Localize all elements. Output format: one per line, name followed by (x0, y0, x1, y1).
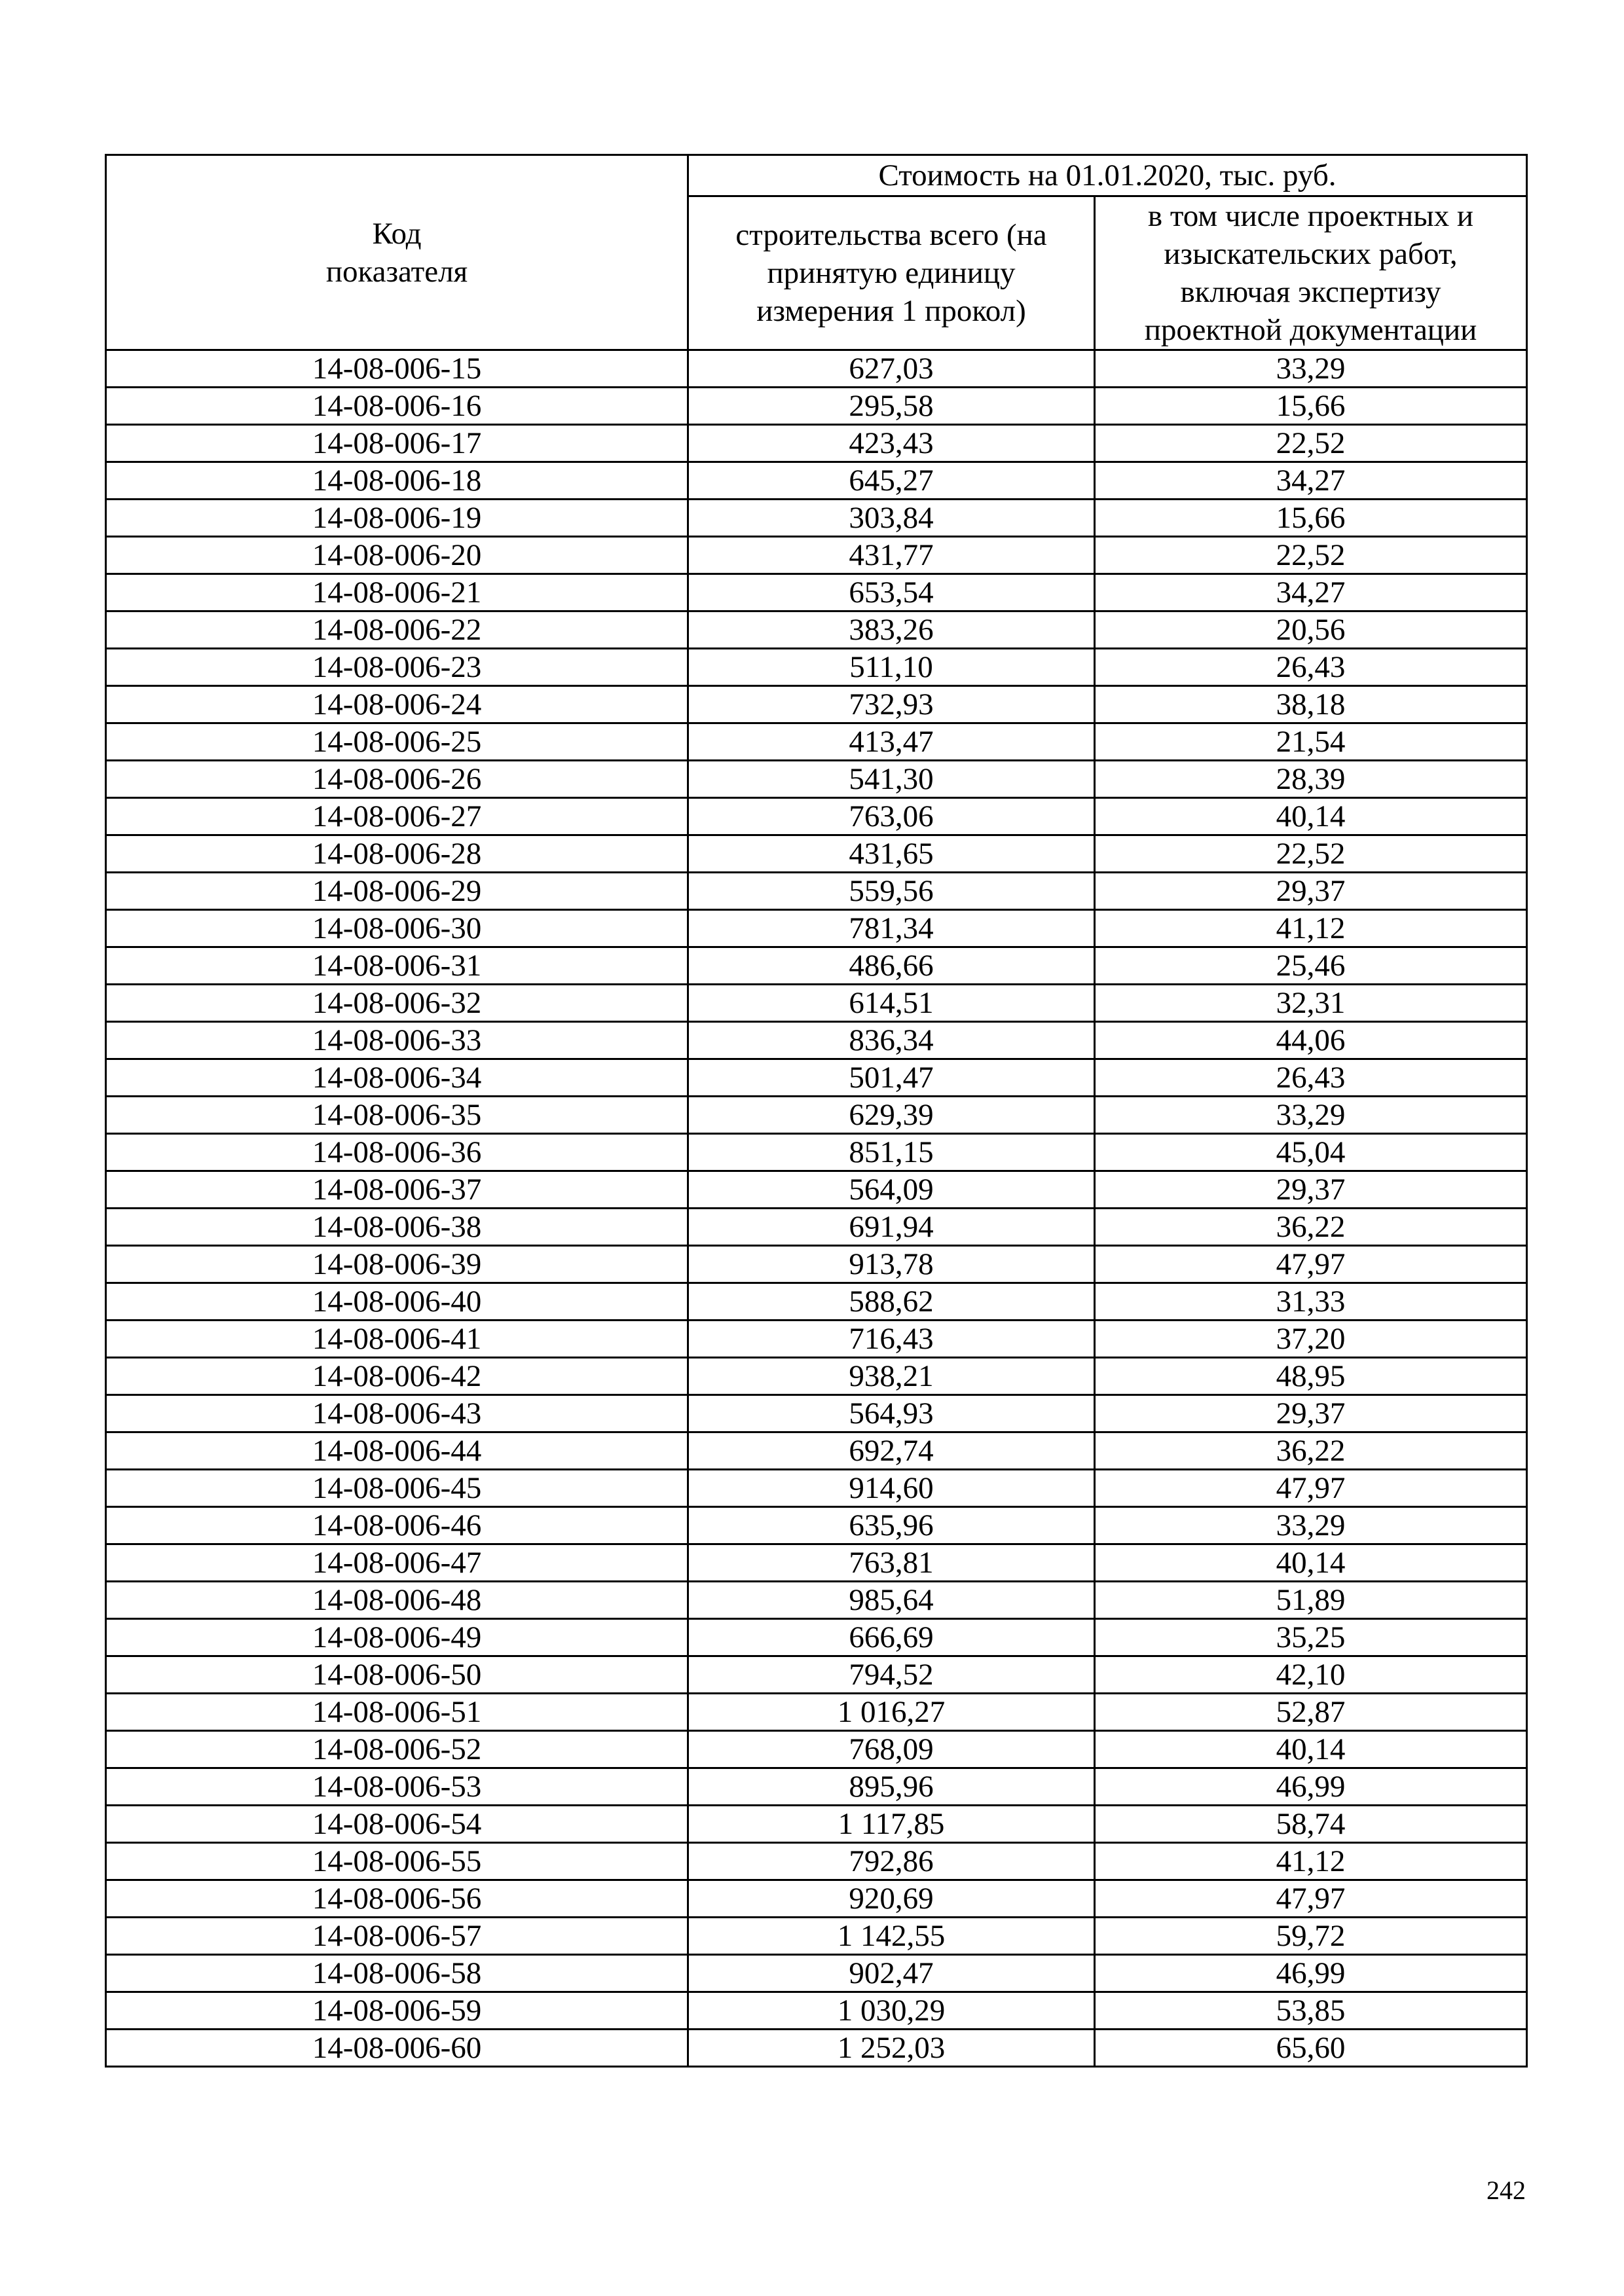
cell-code: 14-08-006-21 (106, 574, 688, 611)
cell-total-cost: 692,74 (688, 1432, 1095, 1470)
cell-design-cost: 46,99 (1095, 1768, 1527, 1806)
cell-code: 14-08-006-36 (106, 1134, 688, 1171)
cell-code: 14-08-006-52 (106, 1731, 688, 1768)
cell-total-cost: 1 016,27 (688, 1694, 1095, 1731)
cell-code: 14-08-006-22 (106, 611, 688, 649)
cell-design-cost: 29,37 (1095, 1171, 1527, 1209)
cell-design-cost: 33,29 (1095, 1507, 1527, 1544)
table-row (106, 1358, 1527, 1395)
table-row (106, 686, 1527, 723)
cell-total-cost: 295,58 (688, 388, 1095, 425)
header-total-cost: строительства всего (на принятую единицу измерения 1 прокол) (688, 196, 1095, 350)
cell-design-cost: 45,04 (1095, 1134, 1527, 1171)
table-body (106, 350, 1527, 2067)
cell-code: 14-08-006-55 (106, 1843, 688, 1880)
cell-total-cost: 511,10 (688, 649, 1095, 686)
table-row (106, 1022, 1527, 1059)
cell-design-cost: 40,14 (1095, 1731, 1527, 1768)
cell-total-cost: 792,86 (688, 1843, 1095, 1880)
cell-design-cost: 41,12 (1095, 1843, 1527, 1880)
cell-code: 14-08-006-37 (106, 1171, 688, 1209)
cell-total-cost: 501,47 (688, 1059, 1095, 1097)
table-row (106, 761, 1527, 798)
table-row (106, 835, 1527, 873)
cell-total-cost: 781,34 (688, 910, 1095, 947)
table-row (106, 462, 1527, 500)
cell-design-cost: 33,29 (1095, 1097, 1527, 1134)
cell-total-cost: 541,30 (688, 761, 1095, 798)
table-row (106, 1544, 1527, 1582)
cell-total-cost: 1 142,55 (688, 1918, 1095, 1955)
cell-code: 14-08-006-53 (106, 1768, 688, 1806)
table-row (106, 388, 1527, 425)
cell-total-cost: 716,43 (688, 1321, 1095, 1358)
table-row (106, 1283, 1527, 1321)
cell-total-cost: 431,65 (688, 835, 1095, 873)
cell-code: 14-08-006-49 (106, 1619, 688, 1656)
cell-code: 14-08-006-24 (106, 686, 688, 723)
cell-design-cost: 28,39 (1095, 761, 1527, 798)
cell-code: 14-08-006-54 (106, 1806, 688, 1843)
cell-total-cost: 486,66 (688, 947, 1095, 985)
cell-design-cost: 25,46 (1095, 947, 1527, 985)
cell-total-cost: 383,26 (688, 611, 1095, 649)
cell-design-cost: 22,52 (1095, 537, 1527, 574)
table-row (106, 985, 1527, 1022)
cost-table (105, 154, 1528, 2068)
table-row (106, 1880, 1527, 1918)
cell-design-cost: 20,56 (1095, 611, 1527, 649)
cell-design-cost: 58,74 (1095, 1806, 1527, 1843)
cell-code: 14-08-006-15 (106, 350, 688, 388)
cell-code: 14-08-006-44 (106, 1432, 688, 1470)
cell-total-cost: 413,47 (688, 723, 1095, 761)
cell-design-cost: 38,18 (1095, 686, 1527, 723)
cell-design-cost: 29,37 (1095, 873, 1527, 910)
table-row (106, 537, 1527, 574)
table-row (106, 425, 1527, 462)
cell-code: 14-08-006-20 (106, 537, 688, 574)
cell-design-cost: 46,99 (1095, 1955, 1527, 1992)
cell-code: 14-08-006-25 (106, 723, 688, 761)
cell-code: 14-08-006-26 (106, 761, 688, 798)
cell-design-cost: 59,72 (1095, 1918, 1527, 1955)
table-row (106, 1619, 1527, 1656)
cell-design-cost: 29,37 (1095, 1395, 1527, 1432)
cell-code: 14-08-006-50 (106, 1656, 688, 1694)
cell-total-cost: 938,21 (688, 1358, 1095, 1395)
table-row (106, 1432, 1527, 1470)
cell-design-cost: 33,29 (1095, 350, 1527, 388)
cell-design-cost: 51,89 (1095, 1582, 1527, 1619)
table-row (106, 1507, 1527, 1544)
cell-total-cost: 763,06 (688, 798, 1095, 835)
cell-total-cost: 614,51 (688, 985, 1095, 1022)
cell-total-cost: 836,34 (688, 1022, 1095, 1059)
cell-code: 14-08-006-47 (106, 1544, 688, 1582)
cell-code: 14-08-006-39 (106, 1246, 688, 1283)
cell-total-cost: 1 252,03 (688, 2030, 1095, 2067)
table-row (106, 873, 1527, 910)
cell-total-cost: 431,77 (688, 537, 1095, 574)
cell-design-cost: 36,22 (1095, 1432, 1527, 1470)
cell-design-cost: 52,87 (1095, 1694, 1527, 1731)
cell-total-cost: 653,54 (688, 574, 1095, 611)
table-row (106, 2030, 1527, 2067)
cell-total-cost: 920,69 (688, 1880, 1095, 1918)
table-row (106, 1134, 1527, 1171)
page-number: 242 (1486, 2176, 1526, 2205)
cell-code: 14-08-006-28 (106, 835, 688, 873)
cell-total-cost: 851,15 (688, 1134, 1095, 1171)
cell-design-cost: 34,27 (1095, 462, 1527, 500)
cell-total-cost: 588,62 (688, 1283, 1095, 1321)
cell-code: 14-08-006-48 (106, 1582, 688, 1619)
table-row (106, 910, 1527, 947)
cell-code: 14-08-006-60 (106, 2030, 688, 2067)
cell-code: 14-08-006-35 (106, 1097, 688, 1134)
cell-design-cost: 35,25 (1095, 1619, 1527, 1656)
table-row (106, 1171, 1527, 1209)
cell-design-cost: 15,66 (1095, 500, 1527, 537)
cell-design-cost: 37,20 (1095, 1321, 1527, 1358)
cell-design-cost: 31,33 (1095, 1283, 1527, 1321)
cell-design-cost: 47,97 (1095, 1246, 1527, 1283)
table-row (106, 611, 1527, 649)
cell-code: 14-08-006-43 (106, 1395, 688, 1432)
table-row (106, 1843, 1527, 1880)
cell-code: 14-08-006-40 (106, 1283, 688, 1321)
cell-total-cost: 423,43 (688, 425, 1095, 462)
cell-total-cost: 902,47 (688, 1955, 1095, 1992)
cell-design-cost: 53,85 (1095, 1992, 1527, 2030)
cell-code: 14-08-006-16 (106, 388, 688, 425)
table-row (106, 1395, 1527, 1432)
cell-total-cost: 303,84 (688, 500, 1095, 537)
cell-code: 14-08-006-32 (106, 985, 688, 1022)
table-row (106, 649, 1527, 686)
cell-design-cost: 40,14 (1095, 798, 1527, 835)
table-row (106, 574, 1527, 611)
table-row (106, 1806, 1527, 1843)
cell-total-cost: 666,69 (688, 1619, 1095, 1656)
table-row (106, 1246, 1527, 1283)
cell-total-cost: 913,78 (688, 1246, 1095, 1283)
cell-code: 14-08-006-56 (106, 1880, 688, 1918)
header-design-cost: в том числе проектных и изыскательских работ, включая экспертизу проектной документации (1095, 196, 1527, 350)
table-row (106, 1768, 1527, 1806)
cell-code: 14-08-006-41 (106, 1321, 688, 1358)
cell-design-cost: 22,52 (1095, 425, 1527, 462)
cell-total-cost: 794,52 (688, 1656, 1095, 1694)
cell-total-cost: 1 030,29 (688, 1992, 1095, 2030)
cell-code: 14-08-006-58 (106, 1955, 688, 1992)
cell-code: 14-08-006-23 (106, 649, 688, 686)
table-row (106, 1918, 1527, 1955)
table-row (106, 1694, 1527, 1731)
cell-design-cost: 34,27 (1095, 574, 1527, 611)
table-row (106, 1992, 1527, 2030)
cell-code: 14-08-006-38 (106, 1209, 688, 1246)
cell-code: 14-08-006-17 (106, 425, 688, 462)
table-row (106, 723, 1527, 761)
table-row (106, 500, 1527, 537)
cell-code: 14-08-006-46 (106, 1507, 688, 1544)
table-row (106, 1656, 1527, 1694)
cell-code: 14-08-006-19 (106, 500, 688, 537)
cell-design-cost: 44,06 (1095, 1022, 1527, 1059)
cell-total-cost: 768,09 (688, 1731, 1095, 1768)
cell-design-cost: 47,97 (1095, 1470, 1527, 1507)
table-header (106, 155, 1527, 350)
cell-total-cost: 635,96 (688, 1507, 1095, 1544)
table-row (106, 1059, 1527, 1097)
cell-total-cost: 895,96 (688, 1768, 1095, 1806)
cell-code: 14-08-006-29 (106, 873, 688, 910)
cell-design-cost: 47,97 (1095, 1880, 1527, 1918)
cell-code: 14-08-006-27 (106, 798, 688, 835)
cell-total-cost: 914,60 (688, 1470, 1095, 1507)
cell-code: 14-08-006-42 (106, 1358, 688, 1395)
table-row (106, 1470, 1527, 1507)
cell-design-cost: 26,43 (1095, 1059, 1527, 1097)
cell-total-cost: 627,03 (688, 350, 1095, 388)
cell-design-cost: 65,60 (1095, 2030, 1527, 2067)
cell-design-cost: 36,22 (1095, 1209, 1527, 1246)
header-code: Код показателя (106, 155, 688, 350)
cell-code: 14-08-006-45 (106, 1470, 688, 1507)
cell-design-cost: 21,54 (1095, 723, 1527, 761)
cell-code: 14-08-006-51 (106, 1694, 688, 1731)
cell-code: 14-08-006-57 (106, 1918, 688, 1955)
cell-code: 14-08-006-30 (106, 910, 688, 947)
cell-total-cost: 691,94 (688, 1209, 1095, 1246)
cell-total-cost: 1 117,85 (688, 1806, 1095, 1843)
cell-design-cost: 48,95 (1095, 1358, 1527, 1395)
table-row (106, 947, 1527, 985)
cell-design-cost: 32,31 (1095, 985, 1527, 1022)
table-row (106, 1321, 1527, 1358)
cell-design-cost: 22,52 (1095, 835, 1527, 873)
table-row (106, 798, 1527, 835)
cell-total-cost: 629,39 (688, 1097, 1095, 1134)
cell-design-cost: 42,10 (1095, 1656, 1527, 1694)
table-row (106, 1209, 1527, 1246)
table-row (106, 1097, 1527, 1134)
table-row (106, 1731, 1527, 1768)
table-row (106, 350, 1527, 388)
cell-code: 14-08-006-18 (106, 462, 688, 500)
cell-total-cost: 564,09 (688, 1171, 1095, 1209)
cell-code: 14-08-006-33 (106, 1022, 688, 1059)
cell-total-cost: 645,27 (688, 462, 1095, 500)
cell-total-cost: 763,81 (688, 1544, 1095, 1582)
cell-code: 14-08-006-31 (106, 947, 688, 985)
table-row (106, 1582, 1527, 1619)
cell-total-cost: 559,56 (688, 873, 1095, 910)
cell-design-cost: 40,14 (1095, 1544, 1527, 1582)
cell-design-cost: 15,66 (1095, 388, 1527, 425)
cell-design-cost: 26,43 (1095, 649, 1527, 686)
cell-code: 14-08-006-34 (106, 1059, 688, 1097)
header-cost-group: Стоимость на 01.01.2020, тыс. руб. (688, 155, 1527, 196)
cell-code: 14-08-006-59 (106, 1992, 688, 2030)
cell-total-cost: 732,93 (688, 686, 1095, 723)
cell-total-cost: 985,64 (688, 1582, 1095, 1619)
cell-design-cost: 41,12 (1095, 910, 1527, 947)
cell-total-cost: 564,93 (688, 1395, 1095, 1432)
table-row (106, 1955, 1527, 1992)
